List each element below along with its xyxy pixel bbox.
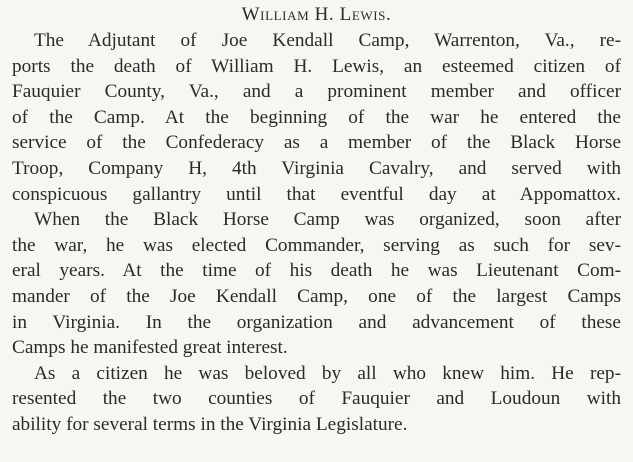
text-line: in Virginia. In the organization and advancement of these <box>12 311 621 333</box>
text-line: of the Camp. At the beginning of the war he entered the <box>12 106 621 128</box>
text-line: ports the death of William H. Lewis, an esteemed citizen of <box>12 55 621 77</box>
paragraph-1 <box>12 28 621 207</box>
text-line: the war, he was elected Commander, serving as such for sev- <box>12 234 621 256</box>
text-line: As a citizen he was beloved by all who knew him. He rep- <box>34 362 621 384</box>
text-line: When the Black Horse Camp was organized, soon after <box>34 209 621 231</box>
paragraph-2 <box>12 207 621 361</box>
text-line: Camps he manifested great interest. <box>12 337 288 359</box>
text-line: The Adjutant of Joe Kendall Camp, Warrenton, Va., re- <box>34 30 621 51</box>
text-line: Troop, Company H, 4th Virginia Cavalry, and served with <box>12 157 621 179</box>
text-line: Fauquier County, Va., and a prominent member and officer <box>12 81 621 103</box>
text-line: ability for several terms in the Virginia Legislature. <box>12 413 408 435</box>
text-line: eral years. At the time of his death he was Lieutenant Com- <box>12 260 621 282</box>
text-line: resented the two counties of Fauquier and Loudoun with <box>12 388 621 410</box>
text-line: mander of the Joe Kendall Camp, one of the largest Camps <box>12 285 621 307</box>
text-line: conspicuous gallantry until that eventful day at Appomattox. <box>12 183 621 205</box>
text-line: service of the Confederacy as a member of the Black Horse <box>12 132 621 154</box>
page-title: William H. Lewis. <box>241 4 392 25</box>
paragraph-3 <box>12 361 621 438</box>
